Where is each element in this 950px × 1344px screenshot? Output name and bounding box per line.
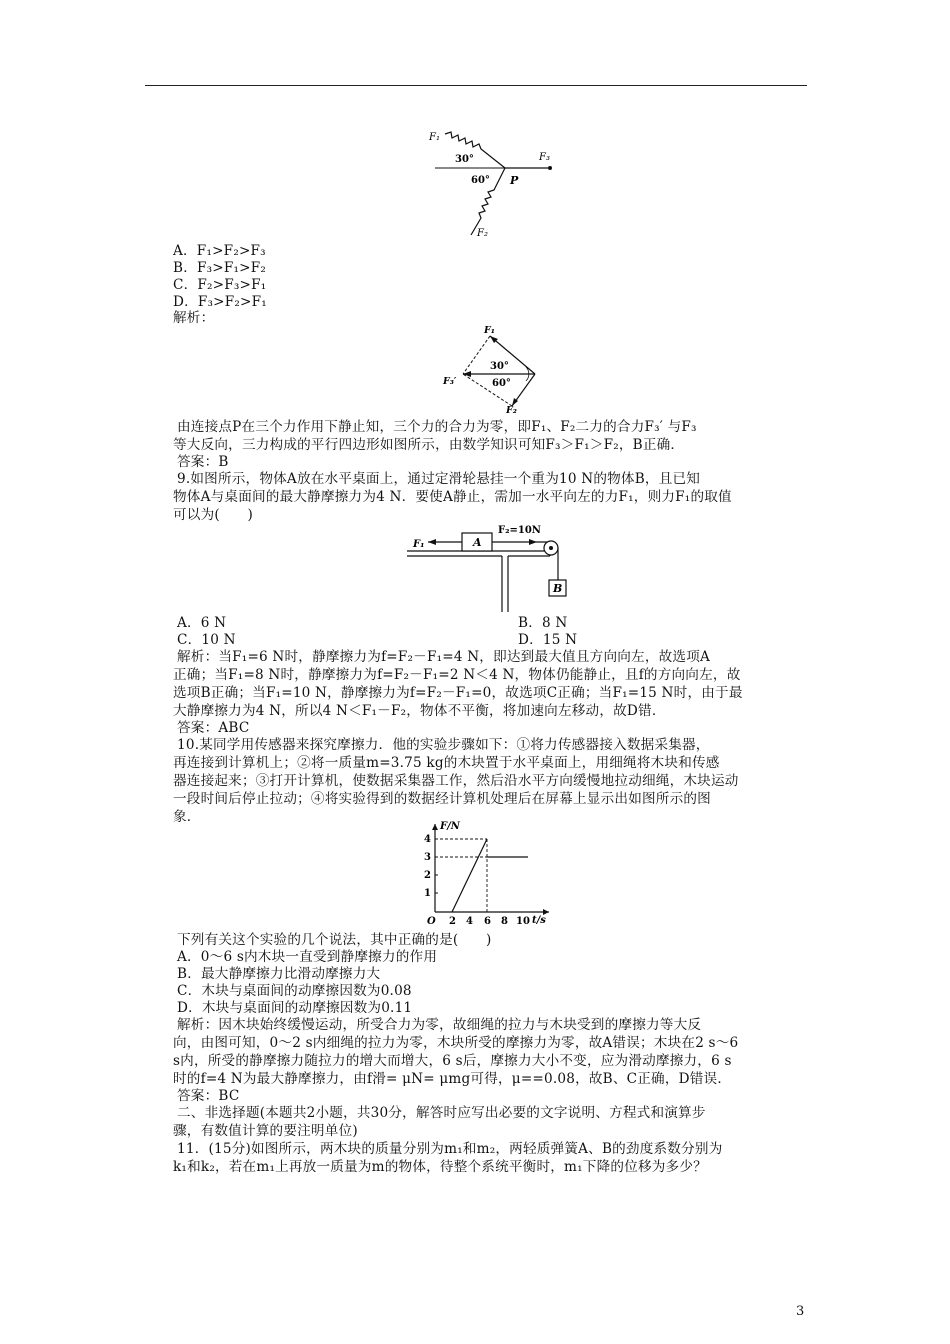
q10-option-a: A．0～6 s内木块一直受到静摩擦力的作用: [177, 949, 438, 965]
page-number: 3: [796, 1304, 805, 1319]
fig2-60-label: 60°: [492, 378, 511, 389]
ytick-2: 2: [424, 870, 431, 881]
q10-analysis-line: 向，由图可知，0～2 s内细绳的拉力为零，木块所受的摩擦力为零，故A错误；木块在2 s～6: [173, 1035, 739, 1051]
q9-analysis-line: 选项B正确；当F₁=10 N，静摩擦力为f=F₂－F₁=0，故选项C正确；当F₁=15 N时，由于最: [173, 685, 743, 701]
q10-option-b: B．最大静摩擦力比滑动摩擦力大: [177, 966, 381, 982]
fig1-f3-label: F₃: [539, 152, 550, 163]
fig3-f1-label: F₁: [413, 539, 425, 550]
section-heading-line: 二、非选择题(本题共2小题，共30分，解答时应写出必要的文字说明、方程式和演算步: [177, 1105, 706, 1121]
q10-analysis-line: 解析：因木块始终缓慢运动，所受合力为零，故细绳的拉力与木块受到的摩擦力等大反: [177, 1017, 702, 1033]
q11-stem-line: 11．(15分)如图所示，两木块的质量分别为m₁和m₂，两轻质弹簧A、B的劲度系数分别为: [177, 1141, 723, 1157]
fig2-f2-label: F₂: [506, 405, 517, 414]
fig2-30-label: 30°: [490, 361, 509, 372]
q8-analysis-line: 等大反向，三力构成的平行四边形如图所示，由数学知识可知F₃＞F₁＞F₂，B正确．: [173, 437, 685, 453]
q9-analysis-line: 大静摩擦力为4 N，所以4 N＜F₁－F₂，物体不平衡，将加速向左移动，故D错．: [173, 703, 666, 719]
fig1-f2-label: F₂: [477, 228, 488, 239]
q10-analysis-line: 时的f=4 N为最大静摩擦力，由f滑= μN= μmg可得，μ==0.08，故B、C正确，D错误．: [173, 1071, 732, 1087]
fig1-30-label: 30°: [455, 154, 474, 165]
force-time-graph: [415, 820, 555, 930]
xtick-2: 2: [449, 916, 456, 927]
ylabel: F/N: [440, 821, 460, 832]
q10-stem-line: 器连接起来；③打开计算机，使数据采集器工作，然后沿水平方向缓慢地拉动细绳，木块运动: [173, 773, 739, 789]
q9-stem-line: 可以为( ): [173, 507, 253, 523]
q8-option-b: B．F₃>F₁>F₂: [173, 260, 267, 276]
q10-stem-line: 象．: [173, 809, 201, 825]
fig1-f1-label: F₁: [429, 132, 440, 143]
block-a-label: A: [473, 536, 482, 549]
origin-label: O: [427, 916, 436, 927]
xlabel: t/s: [532, 915, 546, 926]
q8-option-a: A．F₁>F₂>F₃: [173, 243, 266, 259]
header-rule: [145, 85, 807, 86]
ytick-3: 3: [424, 852, 431, 863]
q10-question: 下列有关这个实验的几个说法，其中正确的是( ): [177, 932, 492, 948]
q10-analysis-line: s内，所受的静摩擦力随拉力的增大而增大，6 s后，摩擦力大小不变，应为滑动摩擦力，6 s: [173, 1053, 732, 1069]
q10-answer: 答案：BC: [177, 1088, 240, 1104]
q9-option-b: B．8 N: [518, 615, 568, 631]
q10-option-d: D．木块与桌面间的动摩擦因数为0.11: [177, 1000, 413, 1016]
section-heading-line: 骤，有数值计算的要注明单位): [173, 1123, 358, 1139]
q9-answer: 答案：ABC: [177, 720, 250, 736]
q10-stem-line: 10.某同学用传感器来探究摩擦力．他的实验步骤如下：①将力传感器接入数据采集器，: [177, 737, 710, 753]
q9-stem-line: 物体A与桌面间的最大静摩擦力为4 N．要使A静止，需加一水平向左的力F₁，则力F₁的取值: [173, 489, 732, 505]
xtick-6: 6: [484, 916, 491, 927]
q8-answer: 答案：B: [177, 454, 229, 470]
fig2-f3p-label: F₃′: [443, 376, 457, 387]
q10-stem-line: 再连接到计算机上；②将一质量m=3.75 kg的木块置于水平桌面上，用细绳将木块和传感: [173, 755, 720, 771]
q11-stem-line: k₁和k₂，若在m₁上再放一质量为m的物体，待整个系统平衡时，m₁下降的位移为多少？: [173, 1159, 707, 1175]
q10-option-c: C．木块与桌面间的动摩擦因数为0.08: [177, 983, 412, 999]
q8-option-c: C．F₂>F₃>F₁: [173, 277, 267, 293]
fig1-p-label: P: [510, 174, 519, 187]
q8-analysis-line: 由连接点P在三个力作用下静止知，三个力的合力为零，即F₁、F₂二力的合力F₃′ 与F₃: [177, 419, 697, 435]
q8-analysis-label: 解析：: [173, 310, 215, 326]
q9-analysis-line: 解析：当F₁=6 N时，静摩擦力为f=F₂－F₁=4 N，即达到最大值且方向向左，故选项A: [177, 649, 711, 665]
q9-analysis-line: 正确；当F₁=8 N时，静摩擦力为f=F₂－F₁=2 N＜4 N，物体仍能静止，且f的方向向左，故: [173, 667, 741, 683]
force-diagram-2: [440, 322, 550, 414]
xtick-10: 10: [516, 916, 530, 927]
q8-option-d: D．F₃>F₂>F₁: [173, 294, 267, 310]
q9-option-d: D．15 N: [518, 632, 578, 648]
force-diagram-1: [425, 120, 560, 240]
xtick-4: 4: [466, 916, 473, 927]
fig3-f2-label: F₂=10N: [498, 525, 541, 536]
q10-stem-line: 一段时间后停止拉动；④将实验得到的数据经计算机处理后在屏幕上显示出如图所示的图: [173, 791, 711, 807]
fig1-60-label: 60°: [471, 175, 490, 186]
pulley-diagram: [405, 518, 580, 612]
ytick-4: 4: [424, 834, 431, 845]
q9-option-c: C．10 N: [177, 632, 236, 648]
xtick-8: 8: [501, 916, 508, 927]
block-b-label: B: [553, 582, 563, 595]
q9-stem-line: 9.如图所示，物体A放在水平桌面上，通过定滑轮悬挂一个重为10 N的物体B，且已知: [177, 471, 701, 487]
ytick-1: 1: [424, 888, 431, 899]
fig2-f1-label: F₁: [484, 325, 495, 336]
q9-option-a: A．6 N: [177, 615, 227, 631]
